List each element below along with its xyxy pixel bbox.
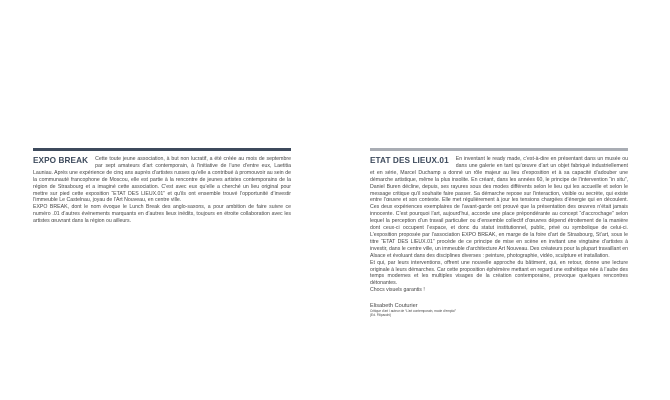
right-paragraph-2: Et qui, par leurs interventions, offrent une nouvelle approche du bâtiment, qui, en retour, donne une lecture originale à leurs démarches. Car cette proposition éphémère mettant en regard une esthétique née à l’aube des temps modernes et les multiples visages de la création contemporaine, provoque quelques rencontres détonantes.	[370, 259, 628, 287]
right-text-block	[370, 156, 628, 294]
right-paragraph-1: En inventant le ready made, c’est-à-dire en présentant dans un musée ou dans une galerie en tant qu’œuvre d’art un objet fabriqué industriellement et en série, Marcel Duchamp a donné un rôle majeur au lieu d’exposition et à sa capacité d’adouber une démarche artistique, même la plus insolite. En créant, dans les années 60, le principe de l’intervention “in situ”, Daniel Buren décline, depuis, ses rayures sous des modes différents selon le lieu qui les accueille et selon le message critique qu’il souhaite faire passer. Sa démarche repose sur l’interaction, visible ou secrète, qui existe entre l’œuvre et son contexte. Elle met régulièrement à jour les tensions chargées d’énergie qui en découlent. Ces deux expériences exemplaires de l’avant-garde ont prouvé que la présentation des œuvres n’était jamais innocente. C’est pourquoi l’art, aujourd’hui, accorde une place prépondérante au concept “d’accrochage” selon lequel la perception d’un travail particulier ou d’ensemble collectif d’œuvres dépend étroitement de la manière dont ceux-ci occupent l’espace, et donc du statut institutionnel, public, privé ou symbolique de celui-ci. L’exposition proposée par l’association EXPO BREAK, en marge de la foire d’art de Strasbourg, St’art, sous le titre “ETAT DES LIEUX.01” procède de ce principe de mise en scène en invitant une vingtaine d’artistes à investir, dans le centre ville, un immeuble d’architecture Art Nouveau. Des créateurs pour la plupart travaillant en Alsace et évoluant dans des disciplines diverses : peinture, photographie, vidéo, sculpture et installation.	[370, 156, 628, 259]
right-top-rule	[370, 148, 628, 151]
right-column	[370, 148, 628, 318]
right-paragraph-3: Chocs visuels garantis !	[370, 287, 425, 294]
signature-block	[370, 303, 628, 318]
left-column	[33, 148, 291, 225]
signature-note-line-1: Critique d’art / auteur de “L’art contemporain, mode d’emploi”	[370, 309, 456, 314]
etat-des-lieux-heading: ETAT DES LIEUX.01	[370, 156, 449, 165]
signature-name: Elisabeth Couturier	[370, 303, 418, 310]
left-paragraph-2: EXPO BREAK, dont le nom évoque le Lunch Break des anglo-saxons, a pour ambition de faire suivre ce numéro .01 d’autres événements marquants en d’autres lieux inédits, toujours en étroite collaboration avec les artistes œuvrant dans la région ou ailleurs.	[33, 204, 291, 225]
expo-break-heading: EXPO BREAK	[33, 156, 89, 165]
left-paragraph-1: Cette toute jeune association, à but non lucratif, a été créée au mois de septembre par sept amateurs d’art contemporain, à l’initiative de l’une d’entre eux, Laetitia Launiau. Après une expérience de cinq ans auprès d’artistes russes qu’elle a contribué à promouvoir au sein de la communauté francophone de Moscou, elle est partie à la rencontre de jeunes artistes contemporains de la région de Strasbourg et a imaginé cette association. C’est avec eux qu’elle a cherché un lieu original pour mettre sur pied cette exposition “ETAT DES LIEUX.01” et qu’ils ont ensemble trouvé l’opportunité d’investir l’immeuble Le Castelnau, joyau de l’Art Nouveau, en centre ville.	[33, 156, 291, 204]
left-top-rule	[33, 148, 291, 151]
signature-note-line-2: (Ed. Filipacchi)	[370, 312, 392, 317]
left-text-block	[33, 156, 291, 225]
